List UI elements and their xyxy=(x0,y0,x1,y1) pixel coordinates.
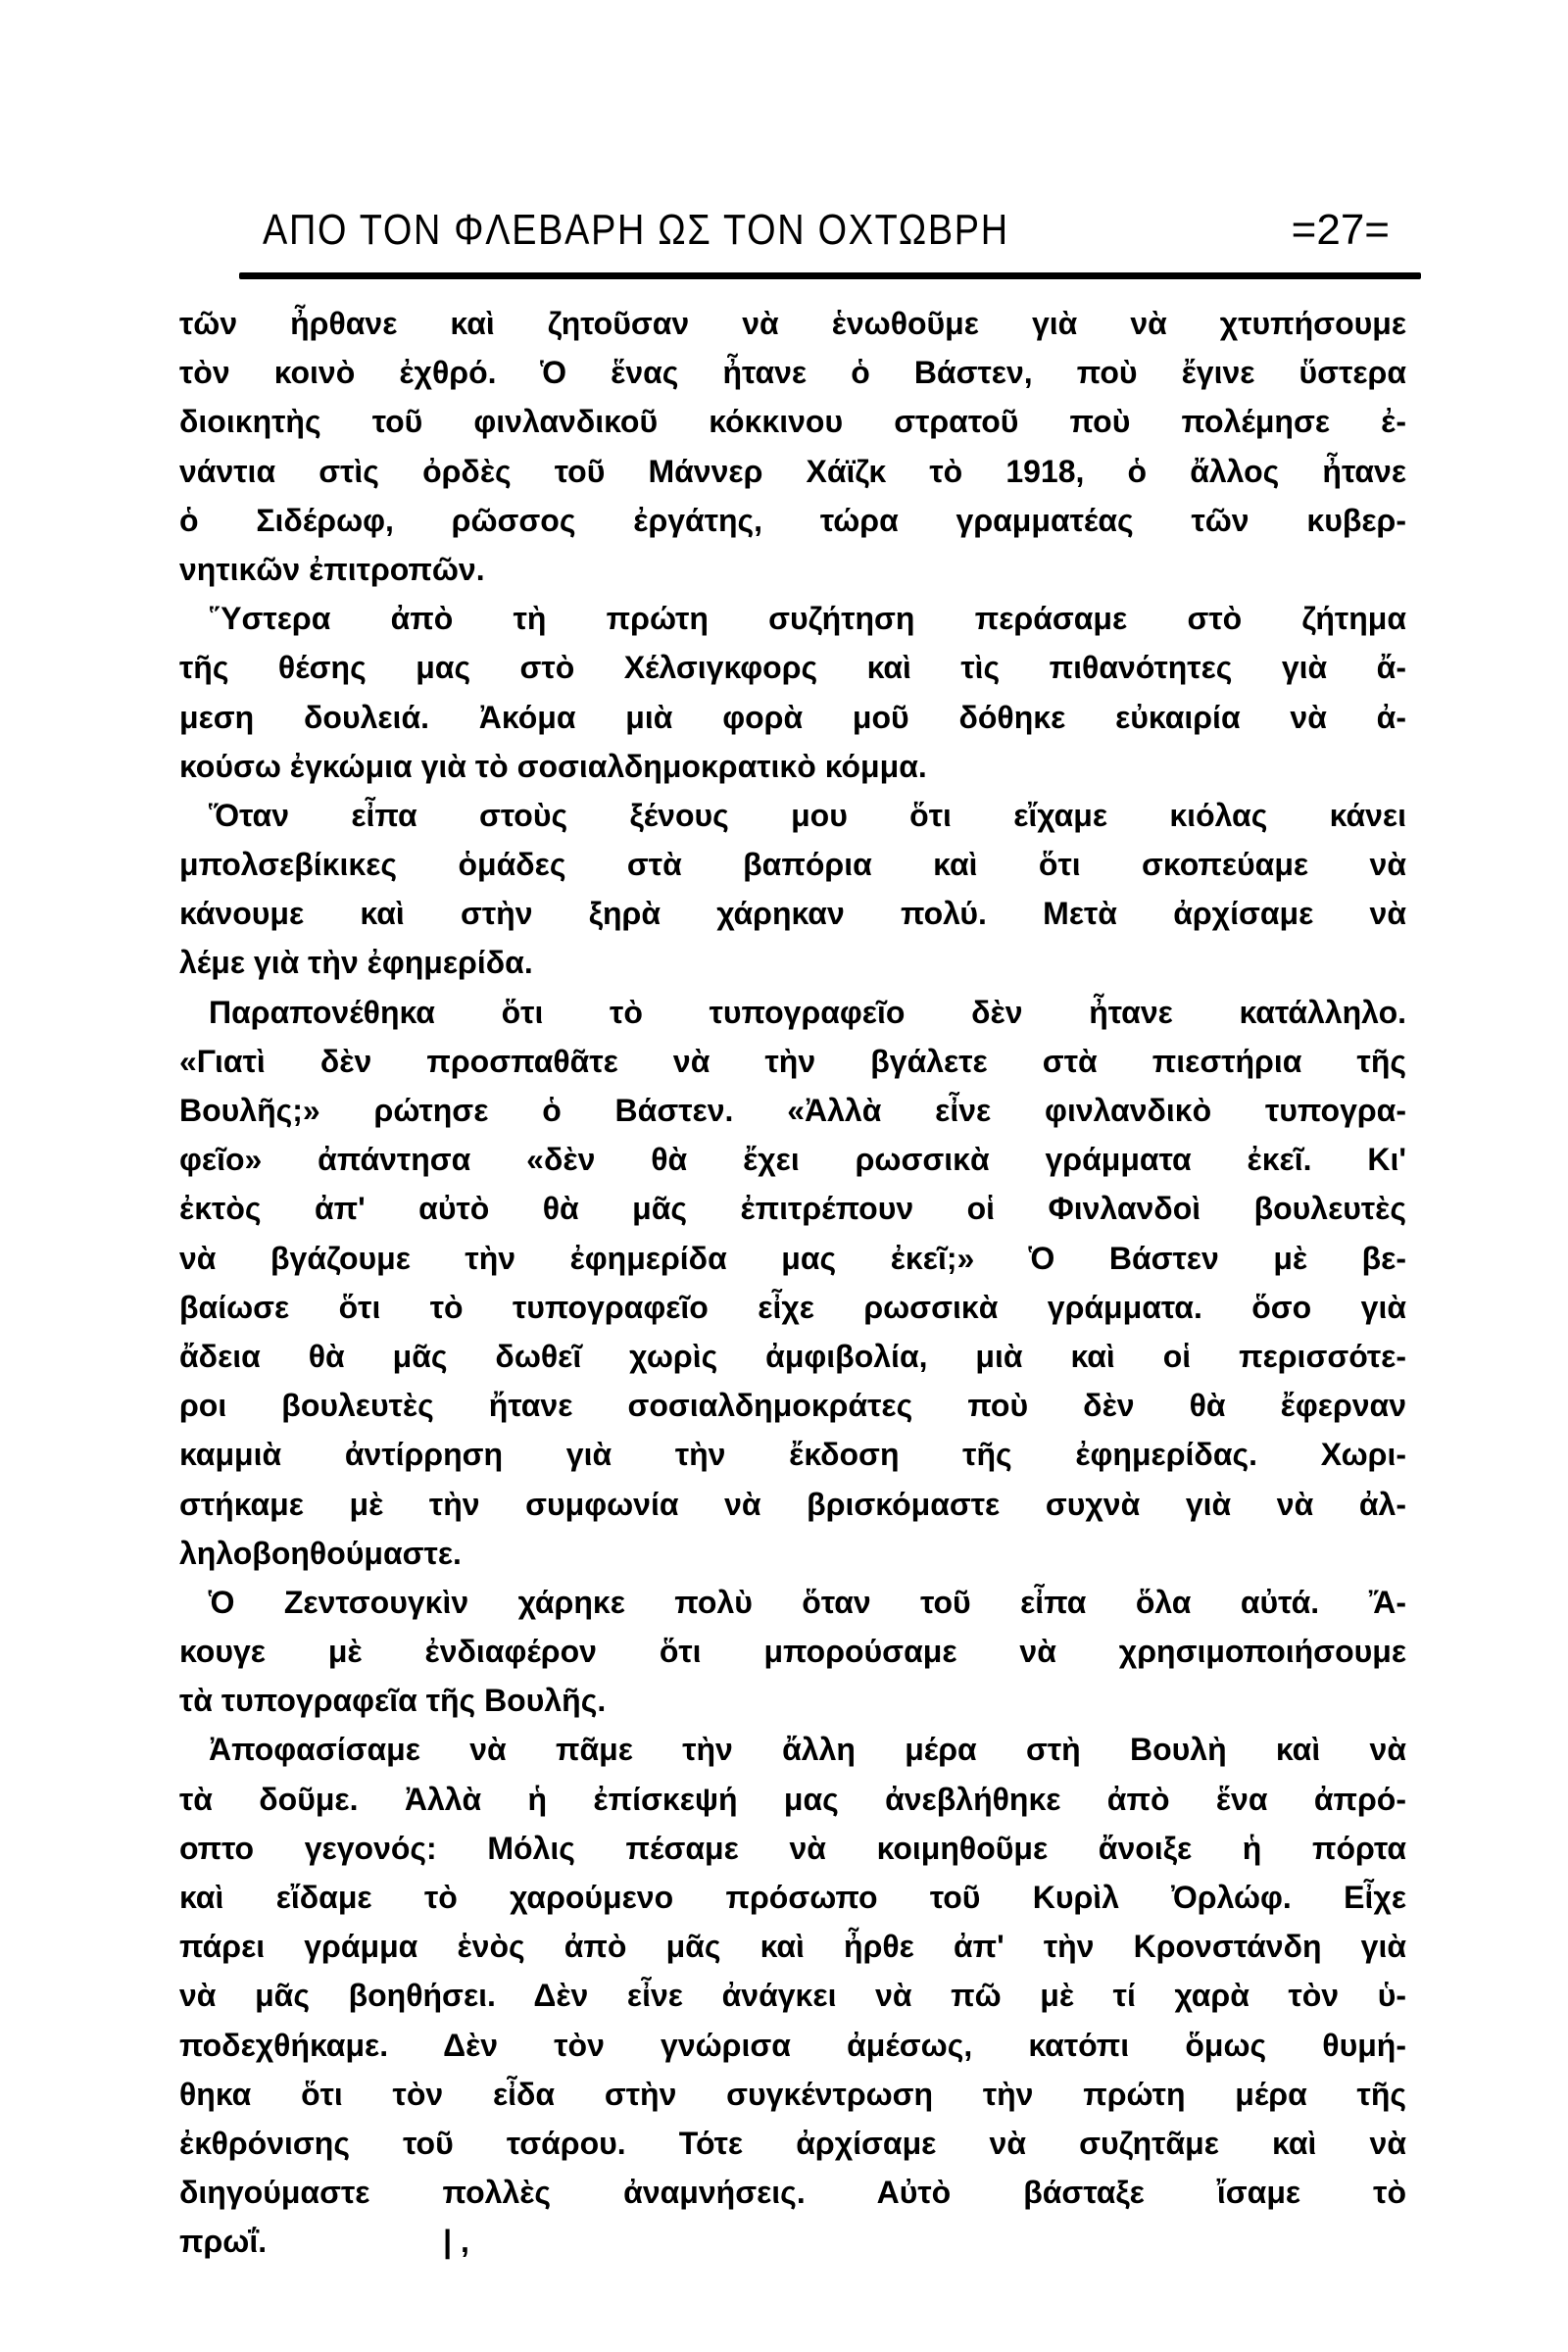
running-title: ΑΠΟ ΤΟΝ ΦΛΕΒΑΡΗ ΩΣ ΤΟΝ ΟΧΤΩΒΡΗ xyxy=(263,206,1009,254)
line-text: τῆς θέσης μας στὸ Χέλσιγκφορς καὶ τὶς πιθανότητες γιὰ ἄ- xyxy=(179,650,1406,686)
line-text: Ἀποφασίσαμε νὰ πᾶμε τὴν ἄλλη μέρα στὴ Βουλὴ καὶ νὰ xyxy=(209,1732,1406,1768)
line-text: ἄδεια θὰ μᾶς δωθεῖ χωρὶς ἀμφιβολία, μιὰ καὶ οἱ περισσότε- xyxy=(179,1338,1406,1374)
text-line xyxy=(179,1775,1406,1824)
line-text: οπτο γεγονός: Μόλις πέσαμε νὰ κοιμηθοῦμε ἄνοιξε ἡ πόρτα xyxy=(179,1830,1406,1866)
text-line xyxy=(179,840,1406,889)
line-text: νάντια στὶς ὀρδὲς τοῦ Μάννερ Χάϊζκ τὸ 1918, ὁ ἄλλος ἦτανε xyxy=(179,453,1406,489)
text-line xyxy=(179,693,1406,742)
text-line xyxy=(179,1529,1406,1578)
line-text: νὰ μᾶς βοηθήσει. Δὲν εἶνε ἀνάγκει νὰ πῶ μὲ τί χαρὰ τὸν ὑ- xyxy=(179,1978,1406,2014)
text-line xyxy=(179,545,1406,594)
line-text: στήκαμε μὲ τὴν συμφωνία νὰ βρισκόμαστε συχνὰ γιὰ νὰ ἀλ- xyxy=(179,1486,1406,1522)
paragraph xyxy=(179,791,1406,988)
text-line xyxy=(179,938,1406,987)
text-line xyxy=(179,1725,1406,1774)
line-text: τὰ δοῦμε. Ἀλλὰ ἡ ἐπίσκεψή μας ἀνεβλήθηκε ἀπὸ ἕνα ἀπρό- xyxy=(179,1781,1406,1817)
text-line xyxy=(179,1234,1406,1283)
text-line xyxy=(179,1627,1406,1676)
text-line xyxy=(179,447,1406,496)
line-text: καμμιὰ ἀντίρρηση γιὰ τὴν ἔκδοση τῆς ἐφημερίδας. Χωρι- xyxy=(179,1437,1406,1473)
line-text: ἐκτὸς ἀπ' αὐτὸ θὰ μᾶς ἐπιτρέπουν οἱ Φινλανδοὶ βουλευτὲς xyxy=(179,1191,1406,1227)
text-line xyxy=(179,791,1406,840)
line-text: πάρει γράμμα ἑνὸς ἀπὸ μᾶς καὶ ἦρθε ἀπ' τὴν Κρονστάνδη γιὰ xyxy=(179,1929,1406,1965)
paragraph xyxy=(179,1725,1406,2266)
text-line xyxy=(179,2070,1406,2119)
line-text: θηκα ὅτι τὸν εἶδα στὴν συγκέντρωση τὴν πρώτη μέρα τῆς xyxy=(179,2076,1406,2112)
line-text: κάνουμε καὶ στὴν ξηρὰ χάρηκαν πολύ. Μετὰ ἀρχίσαμε νὰ xyxy=(179,896,1406,932)
line-text: διηγούμαστε πολλὲς ἀναμνήσεις. Αὐτὸ βάσταξε ἴσαμε τὸ xyxy=(179,2175,1406,2211)
text-line xyxy=(179,742,1406,791)
text-line xyxy=(179,1283,1406,1332)
line-text: βαίωσε ὅτι τὸ τυπογραφεῖο εἶχε ρωσσικὰ γράμματα. ὅσο γιὰ xyxy=(179,1289,1406,1325)
line-text: νὰ βγάζουμε τὴν ἐφημερίδα μας ἐκεῖ;» Ὁ Βάστεν μὲ βε- xyxy=(179,1240,1406,1276)
text-line xyxy=(179,1873,1406,1922)
paragraph xyxy=(179,988,1406,1578)
line-text: μεση δουλειά. Ἀκόμα μιὰ φορὰ μοῦ δόθηκε εὐκαιρία νὰ ἀ- xyxy=(179,699,1406,735)
line-text: μπολσεβίκικες ὁμάδες στὰ βαπόρια καὶ ὅτι σκοπεύαμε νὰ xyxy=(179,847,1406,883)
line-text: τὰ τυπογραφεῖα τῆς Βουλῆς. xyxy=(179,1683,607,1719)
text-line xyxy=(179,1430,1406,1479)
line-text: διοικητὴς τοῦ φινλανδικοῦ κόκκινου στρατοῦ ποὺ πολέμησε ἐ- xyxy=(179,404,1406,440)
line-text: ἐκθρόνισης τοῦ τσάρου. Τότε ἀρχίσαμε νὰ συζητᾶμε καὶ νὰ xyxy=(179,2125,1406,2161)
line-text: λέμε γιὰ τὴν ἐφημερίδα. xyxy=(179,945,533,981)
line-text: φεῖο» ἀπάντησα «δὲν θὰ ἔχει ρωσσικὰ γράμματα ἐκεῖ. Κι' xyxy=(179,1142,1406,1178)
line-text: κούσω ἐγκώμια γιὰ τὸ σοσιαλδημοκρατικὸ κόμμα. xyxy=(179,748,927,784)
line-text: κουγε μὲ ἐνδιαφέρον ὅτι μπορούσαμε νὰ χρησιμοποιήσουμε xyxy=(179,1634,1406,1670)
line-text: πρωΐ. xyxy=(179,2224,268,2260)
text-line xyxy=(179,1135,1406,1184)
text-line xyxy=(179,643,1406,692)
text-line xyxy=(179,1824,1406,1873)
line-text: τὸν κοινὸ ἐχθρό. Ὁ ἕνας ἦτανε ὁ Βάστεν, ποὺ ἔγινε ὕστερα xyxy=(179,355,1406,391)
stray-print-mark: | , xyxy=(443,2224,469,2260)
text-line xyxy=(179,2021,1406,2070)
text-line xyxy=(179,1676,1406,1725)
line-text: ληλοβοηθούμαστε. xyxy=(179,1535,462,1571)
text-line xyxy=(179,1037,1406,1086)
text-line xyxy=(179,299,1406,348)
header-rule xyxy=(239,272,1421,279)
text-line xyxy=(179,889,1406,938)
text-line xyxy=(179,1332,1406,1381)
line-text: ροι βουλευτὲς ἤτανε σοσιαλδημοκράτες ποὺ δὲν θὰ ἔφερναν xyxy=(179,1388,1406,1424)
running-header xyxy=(239,206,1419,265)
line-text: Ὅταν εἶπα στοὺς ξένους μου ὅτι εἴχαμε κιόλας κάνει xyxy=(209,797,1406,833)
text-line xyxy=(179,496,1406,545)
text-line xyxy=(179,1480,1406,1529)
page-number: =27= xyxy=(1291,206,1390,254)
text-line xyxy=(179,1971,1406,2020)
line-text: νητικῶν ἐπιτροπῶν. xyxy=(179,551,485,587)
paragraph xyxy=(179,1578,1406,1726)
text-line xyxy=(179,2217,1406,2266)
text-line xyxy=(179,988,1406,1037)
paragraph xyxy=(179,299,1406,594)
line-text: Βουλῆς;» ρώτησε ὁ Βάστεν. «Ἀλλὰ εἶνε φινλανδικὸ τυπογρα- xyxy=(179,1093,1406,1128)
text-line xyxy=(179,594,1406,643)
line-text: Ὕστερα ἀπὸ τὴ πρώτη συζήτηση περάσαμε στὸ ζήτημα xyxy=(209,601,1406,637)
line-text: Παραπονέθηκα ὅτι τὸ τυπογραφεῖο δὲν ἦτανε κατάλληλο. xyxy=(209,994,1406,1030)
paragraph xyxy=(179,594,1406,791)
text-line xyxy=(179,1381,1406,1430)
line-text: ὁ Σιδέρωφ, ρῶσσος ἐργάτης, τώρα γραμματέας τῶν κυβερ- xyxy=(179,502,1406,538)
text-line xyxy=(179,348,1406,397)
body-text xyxy=(179,299,1406,2267)
text-line xyxy=(179,2168,1406,2217)
text-line xyxy=(179,1184,1406,1233)
line-text: Ὁ Ζεντσουγκὶν χάρηκε πολὺ ὅταν τοῦ εἶπα ὅλα αὐτά. Ἄ- xyxy=(209,1584,1406,1620)
text-line xyxy=(179,1086,1406,1135)
text-line xyxy=(179,397,1406,446)
line-text: τῶν ἦρθανε καὶ ζητοῦσαν νὰ ἑνωθοῦμε γιὰ νὰ χτυπήσουμε xyxy=(179,306,1406,341)
line-text: ποδεχθήκαμε. Δὲν τὸν γνώρισα ἀμέσως, κατόπι ὅμως θυμή- xyxy=(179,2027,1406,2063)
line-text: καὶ εἴδαμε τὸ χαρούμενο πρόσωπο τοῦ Κυρὶλ Ὀρλώφ. Εἶχε xyxy=(179,1880,1406,1915)
line-text: «Γιατὶ δὲν προσπαθᾶτε νὰ τὴν βγάλετε στὰ πιεστήρια τῆς xyxy=(179,1043,1406,1079)
text-line xyxy=(179,1922,1406,1971)
text-line xyxy=(179,2119,1406,2168)
text-line xyxy=(179,1578,1406,1627)
